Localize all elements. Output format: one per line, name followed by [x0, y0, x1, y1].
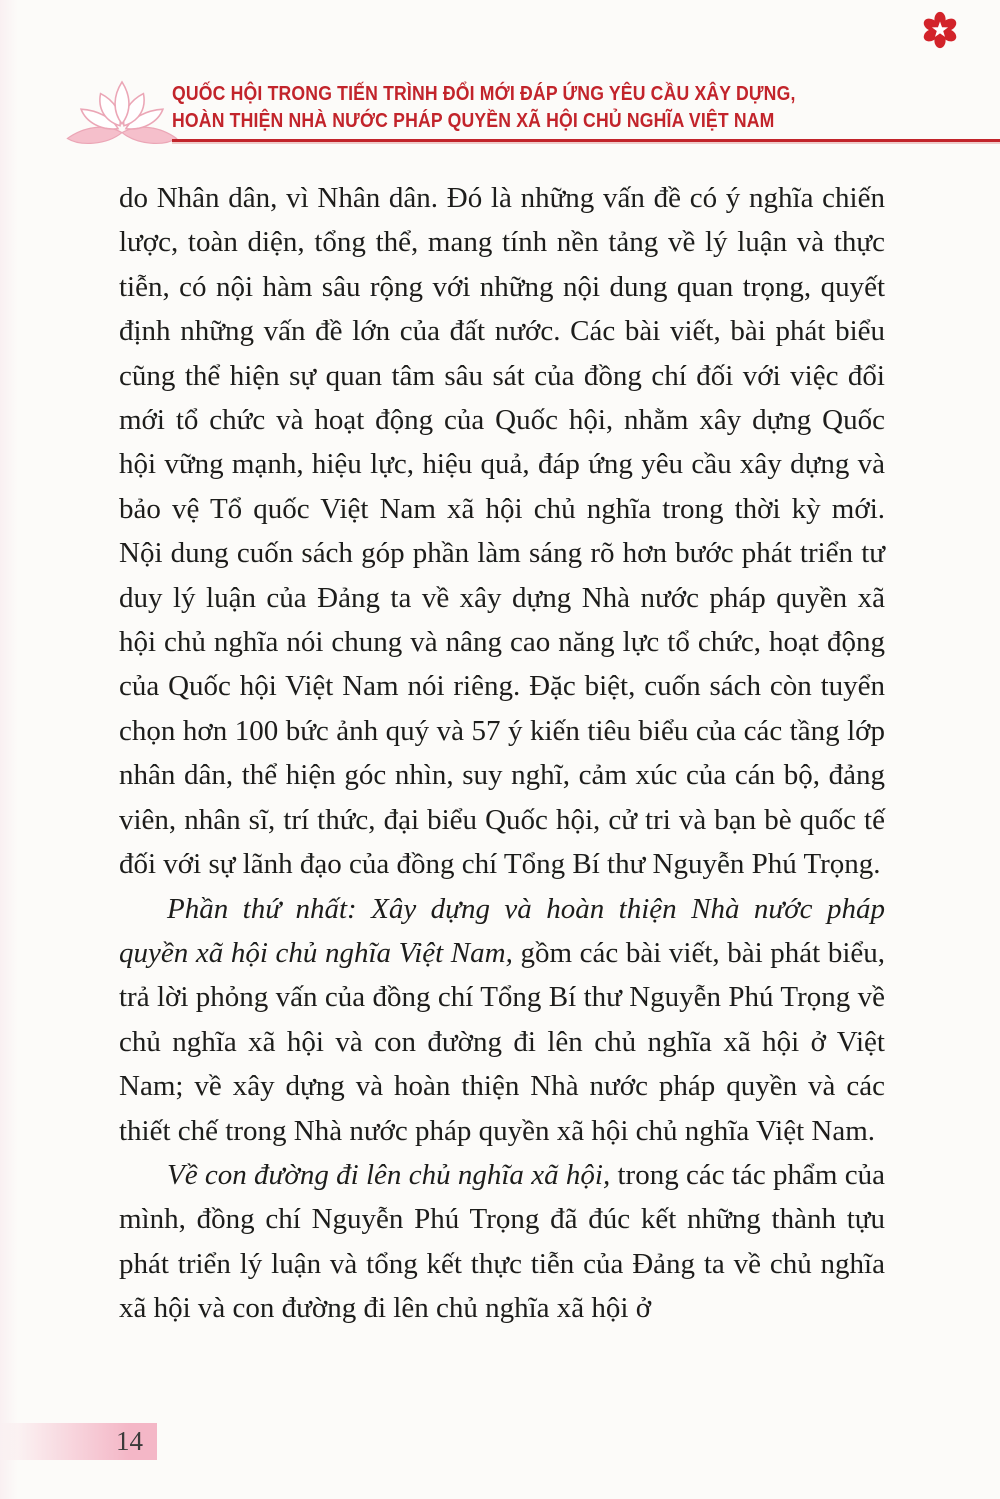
- page-number: 14: [116, 1426, 143, 1456]
- header-rule: [172, 139, 1000, 142]
- paragraph-1-text: do Nhân dân, vì Nhân dân. Đó là những vấn đề có ý nghĩa chiến lược, toàn diện, tổng thể, mang tính nền tảng về lý luận và thực tiễn, có nội hàm sâu rộng với những nội dung quan trọng, quyết định những vấn đề lớn của đất nước. Các bài viết, bài phát biểu cũng thể hiện sự quan tâm sâu sát của đồng chí đối với việc đổi mới tổ chức và hoạt động của Quốc hội, nhằm xây dựng Quốc hội vững mạnh, hiệu lực, hiệu quả, đáp ứng yêu cầu xây dựng và bảo vệ Tổ quốc Việt Nam xã hội chủ nghĩa trong thời kỳ mới. Nội dung cuốn sách góp phần làm sáng rõ hơn bước phát triển tư duy lý luận của Đảng ta về xây dựng Nhà nước pháp quyền xã hội chủ nghĩa nói chung và nâng cao năng lực tổ chức, hoạt động của Quốc hội Việt Nam nói riêng. Đặc biệt, cuốn sách còn tuyển chọn hơn 100 bức ảnh quý và 57 ý kiến tiêu biểu của các tầng lớp nhân dân, thể hiện góc nhìn, suy nghĩ, cảm xúc của cán bộ, đảng viên, nhân sĩ, trí thức, đại biểu Quốc hội, cử tri và bạn bè quốc tế đối với sự lãnh đạo của đồng chí Tổng Bí thư Nguyễn Phú Trọng.: [119, 182, 885, 881]
- paragraph-2: [119, 887, 885, 1153]
- flower-star-ornament-icon: [920, 10, 960, 50]
- paragraph-2-italic-lead: Phần thứ nhất: Xây dựng và hoàn thiện Nhà nước pháp quyền xã hội chủ nghĩa Việt Nam,: [119, 892, 885, 969]
- paragraph-3: [119, 1153, 885, 1331]
- lotus-logo-icon: [62, 78, 182, 156]
- running-head-line-2: HOÀN THIỆN NHÀ NƯỚC PHÁP QUYỀN XÃ HỘI CHỦ NGHĨA VIỆT NAM: [172, 109, 775, 132]
- paragraph-1: [119, 176, 885, 887]
- page-number-bar: [0, 1423, 157, 1460]
- running-head: [172, 80, 1000, 134]
- left-edge-tint: [0, 0, 18, 1499]
- paragraph-3-text: trong các tác phẩm của mình, đồng chí Nguyễn Phú Trọng đã đúc kết những thành tựu phát triển lý luận và tổng kết thực tiễn của Đảng ta về chủ nghĩa xã hội và con đường đi lên chủ nghĩa xã hội ở: [119, 1158, 885, 1325]
- running-head-line-1: QUỐC HỘI TRONG TIẾN TRÌNH ĐỔI MỚI ĐÁP ỨNG YÊU CẦU XÂY DỰNG,: [172, 82, 796, 105]
- paragraph-2-text: gồm các bài viết, bài phát biểu, trả lời phỏng vấn của đồng chí Tổng Bí thư Nguyễn Phú Trọng về chủ nghĩa xã hội và con đường đi lên chủ nghĩa xã hội ở Việt Nam; về xây dựng và hoàn thiện Nhà nước pháp quyền và các thiết chế trong Nhà nước pháp quyền xã hội chủ nghĩa Việt Nam.: [119, 936, 886, 1147]
- page-body-text: [119, 176, 885, 1331]
- paragraph-3-italic-lead: Về con đường đi lên chủ nghĩa xã hội,: [167, 1158, 611, 1191]
